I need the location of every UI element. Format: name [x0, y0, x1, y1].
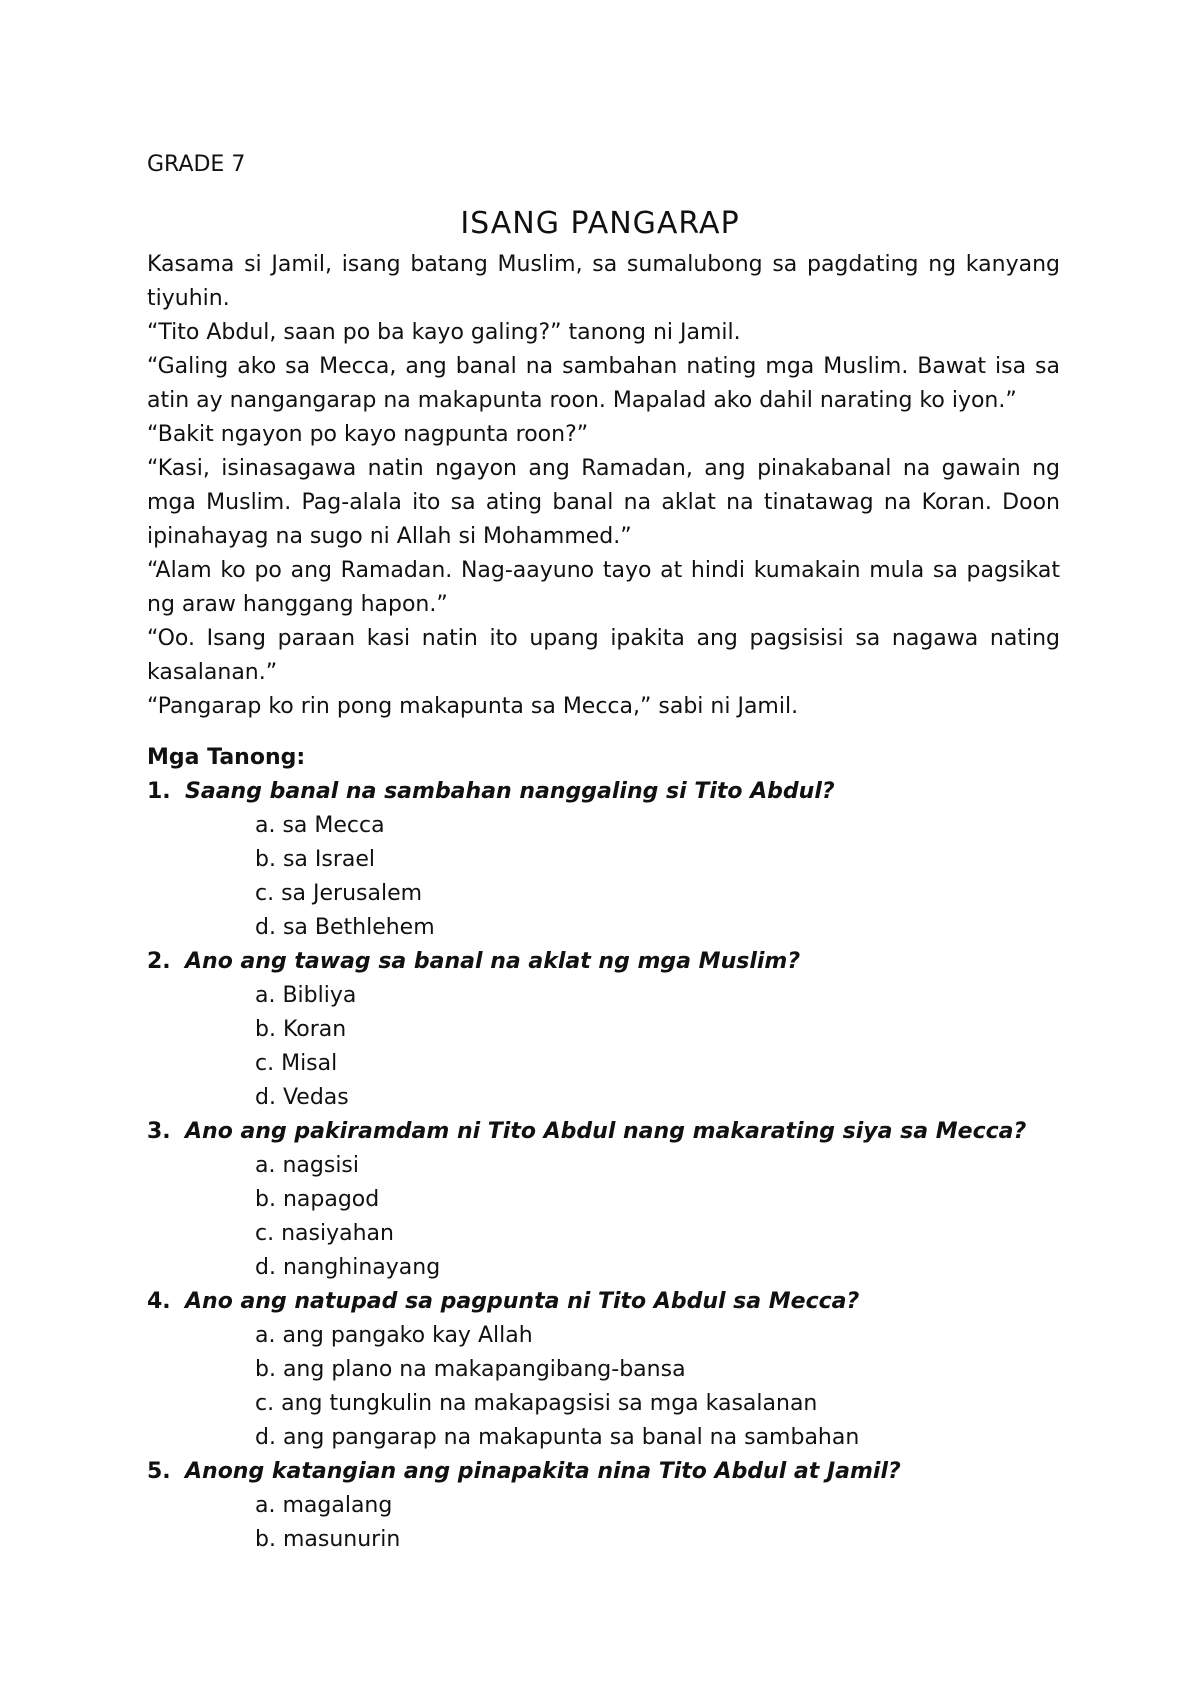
story-paragraph: “Oo. Isang paraan kasi natin ito upang ipakita ang pagsisisi sa nagawa nating kasalanan.” — [147, 626, 1060, 685]
question-3 — [147, 1115, 1060, 1149]
choice-option: c. Misal — [255, 1051, 338, 1076]
choice-option: b. masunurin — [255, 1527, 401, 1552]
choice-option: a. magalang — [255, 1493, 393, 1518]
story-paragraph: “Kasi, isinasagawa natin ngayon ang Ramadan, ang pinakabanal na gawain ng mga Muslim. Pag-alala ito sa ating banal na aklat na tinatawag na Koran. Doon ipinahayag na sugo ni Allah si Mohammed.” — [147, 456, 1060, 549]
question-text: Ano ang pakiramdam ni Tito Abdul nang makarating siya sa Mecca? — [185, 1119, 1027, 1144]
questions-heading: Mga Tanong: — [147, 745, 306, 770]
question-number: 5. — [147, 1459, 171, 1484]
story-text — [147, 248, 1060, 724]
question-5 — [147, 1455, 1060, 1489]
question-text: Ano ang natupad sa pagpunta ni Tito Abdul sa Mecca? — [185, 1289, 860, 1314]
choices-list-2 — [147, 979, 1060, 1115]
questions-section — [147, 741, 1060, 1557]
question-number: 1. — [147, 779, 171, 804]
choice-option: d. sa Bethlehem — [255, 915, 435, 940]
choice-option: a. Bibliya — [255, 983, 357, 1008]
choices-list-3 — [147, 1149, 1060, 1285]
choice-option: b. sa Israel — [255, 847, 376, 872]
story-title: ISANG PANGARAP — [460, 206, 740, 241]
story-paragraph: “Galing ako sa Mecca, ang banal na sambahan nating mga Muslim. Bawat isa sa atin ay nangangarap na makapunta roon. Mapalad ako dahil narating ko iyon.” — [147, 354, 1060, 413]
choices-list-1 — [147, 809, 1060, 945]
choice-option: b. Koran — [255, 1017, 347, 1042]
grade-label: GRADE 7 — [147, 152, 246, 177]
choice-option: b. ang plano na makapangibang-bansa — [255, 1357, 686, 1382]
story-paragraph: “Pangarap ko rin pong makapunta sa Mecca,” sabi ni Jamil. — [147, 694, 799, 719]
question-number: 4. — [147, 1289, 171, 1314]
choice-option: a. nagsisi — [255, 1153, 360, 1178]
story-paragraph: Kasama si Jamil, isang batang Muslim, sa sumalubong sa pagdating ng kanyang tiyuhin. — [147, 252, 1060, 311]
choice-option: d. Vedas — [255, 1085, 349, 1110]
question-text: Anong katangian ang pinapakita nina Tito Abdul at Jamil? — [185, 1459, 901, 1484]
question-text: Saang banal na sambahan nanggaling si Tito Abdul? — [185, 779, 835, 804]
question-2 — [147, 945, 1060, 979]
question-number: 3. — [147, 1119, 171, 1144]
choice-option: a. ang pangako kay Allah — [255, 1323, 533, 1348]
story-paragraph: “Alam ko po ang Ramadan. Nag-aayuno tayo at hindi kumakain mula sa pagsikat ng araw hanggang hapon.” — [147, 558, 1060, 617]
story-paragraph: “Bakit ngayon po kayo nagpunta roon?” — [147, 422, 589, 447]
question-4 — [147, 1285, 1060, 1319]
choice-option: d. ang pangarap na makapunta sa banal na sambahan — [255, 1425, 860, 1450]
choice-option: c. ang tungkulin na makapagsisi sa mga kasalanan — [255, 1391, 818, 1416]
question-1 — [147, 775, 1060, 809]
choice-option: d. nanghinayang — [255, 1255, 441, 1280]
choices-list-4 — [147, 1319, 1060, 1455]
choice-option: a. sa Mecca — [255, 813, 385, 838]
story-paragraph: “Tito Abdul, saan po ba kayo galing?” tanong ni Jamil. — [147, 320, 741, 345]
question-number: 2. — [147, 949, 171, 974]
choice-option: c. sa Jerusalem — [255, 881, 423, 906]
choices-list-5 — [147, 1489, 1060, 1557]
question-text: Ano ang tawag sa banal na aklat ng mga Muslim? — [185, 949, 801, 974]
choice-option: c. nasiyahan — [255, 1221, 394, 1246]
choice-option: b. napagod — [255, 1187, 380, 1212]
